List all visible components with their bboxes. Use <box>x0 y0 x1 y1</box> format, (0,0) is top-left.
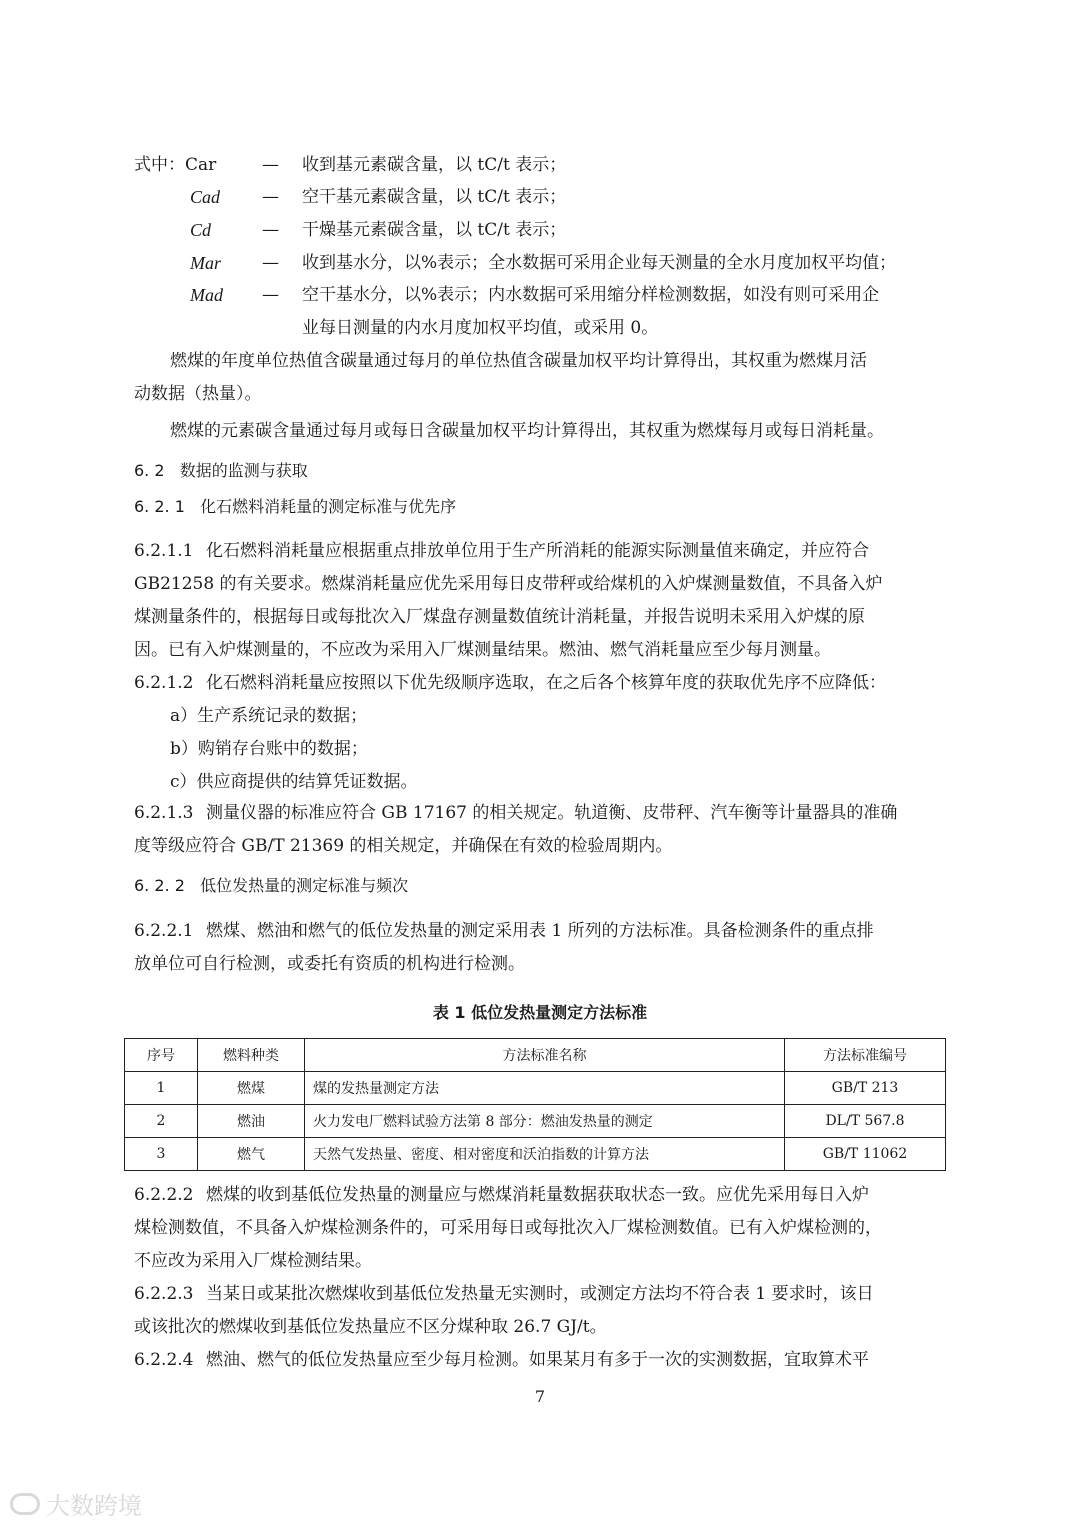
table-row <box>125 1105 946 1138</box>
clause-6212: 6.2.1.2 化石燃料消耗量应按照以下优先级顺序选取，在之后各个核算年度的获取优先序不应降低： <box>134 673 886 693</box>
clause-6224-line1: 6.2.2.4 燃油、燃气的低位发热量应至少每月检测。如果某月有多于一次的实测数据，宜取算术平 <box>134 1350 869 1370</box>
dash: — <box>262 187 279 207</box>
cell: GB/T 11062 <box>785 1138 946 1171</box>
watermark-text: 大数跨境 <box>46 1492 142 1520</box>
section-heading: 6. 2 数据的监测与获取 <box>134 461 308 480</box>
cell: 2 <box>125 1105 198 1138</box>
col-header: 燃料种类 <box>198 1039 305 1072</box>
list-item: b）购销存台账中的数据； <box>170 739 368 759</box>
cell: 煤的发热量测定方法 <box>305 1072 785 1105</box>
cell: 3 <box>125 1138 198 1171</box>
clause-6221-line2: 放单位可自行检测，或委托有资质的机构进行检测。 <box>134 954 525 974</box>
cell: GB/T 213 <box>785 1072 946 1105</box>
clause-6222-line1: 6.2.2.2 燃煤的收到基低位发热量的测量应与燃煤消耗量数据获取状态一致。应优先采用每日入炉 <box>134 1185 869 1205</box>
page-number: 7 <box>534 1387 546 1406</box>
clause-6222-line2: 煤检测数值，不具备入炉煤检测条件的，可采用每日或每批次入厂煤检测数值。已有入炉煤检测的， <box>134 1218 882 1238</box>
col-header: 方法标准编号 <box>785 1039 946 1072</box>
var-cd-desc: 干燥基元素碳含量，以 tC/t 表示； <box>302 220 567 240</box>
watermark <box>10 1486 142 1521</box>
var-mar-desc: 收到基水分，以%表示；全水数据可采用企业每天测量的全水月度加权平均值； <box>302 253 897 273</box>
methods-table <box>124 1038 946 1171</box>
dash: — <box>262 253 279 273</box>
var-mad-desc-1: 空干基水分，以%表示；内水数据可采用缩分样检测数据，如没有则可采用企 <box>302 285 880 305</box>
cell: 燃气 <box>198 1138 305 1171</box>
cell: 燃煤 <box>198 1072 305 1105</box>
cell: 燃油 <box>198 1105 305 1138</box>
table-row <box>125 1138 946 1171</box>
formula-where-label: 式中：Car <box>134 155 217 175</box>
var-cd: Cd <box>190 220 212 240</box>
section-heading: 6. 2. 1 化石燃料消耗量的测定标准与优先序 <box>134 497 457 516</box>
clause-6211-line3: 煤测量条件的，根据每日或每批次入厂煤盘存测量数值统计消耗量，并报告说明未采用入炉煤的原 <box>134 607 865 627</box>
clause-6211-line2: GB21258 的有关要求。燃煤消耗量应优先采用每日皮带秤或给煤机的入炉煤测量数值，不具备入炉 <box>134 574 883 594</box>
var-cad: Cad <box>190 187 221 207</box>
paragraph: 燃煤的年度单位热值含碳量通过每月的单位热值含碳量加权平均计算得出，其权重为燃煤月活 <box>170 351 867 371</box>
clause-6223-line2: 或该批次的燃煤收到基低位发热量应不区分煤种取 26.7 GJ/t。 <box>134 1317 607 1337</box>
clause-6221-line1: 6.2.2.1 燃煤、燃油和燃气的低位发热量的测定采用表 1 所列的方法标准。具备检测条件的重点排 <box>134 921 874 941</box>
var-mad-desc-2: 业每日测量的内水月度加权平均值，或采用 0。 <box>302 318 659 338</box>
cell: DL/T 567.8 <box>785 1105 946 1138</box>
var-cad-desc: 空干基元素碳含量，以 tC/t 表示； <box>302 187 567 207</box>
col-header: 序号 <box>125 1039 198 1072</box>
clause-6213-line1: 6.2.1.3 测量仪器的标准应符合 GB 17167 的相关规定。轨道衡、皮带秤、汽车衡等计量器具的准确 <box>134 803 898 823</box>
cell: 火力发电厂燃料试验方法第 8 部分：燃油发热量的测定 <box>305 1105 785 1138</box>
cell: 天然气发热量、密度、相对密度和沃泊指数的计算方法 <box>305 1138 785 1171</box>
cell: 1 <box>125 1072 198 1105</box>
clause-6222-line3: 不应改为采用入厂煤检测结果。 <box>134 1251 372 1271</box>
table-title: 表 1 低位发热量测定方法标准 <box>432 1003 648 1022</box>
clause-6213-line2: 度等级应符合 GB/T 21369 的相关规定，并确保在有效的检验周期内。 <box>134 836 673 856</box>
dash: — <box>262 155 279 175</box>
clause-6223-line1: 6.2.2.3 当某日或某批次燃煤收到基低位发热量无实测时，或测定方法均不符合表 1 要求时，该日 <box>134 1284 874 1304</box>
list-item: a）生产系统记录的数据； <box>170 706 368 726</box>
var-mar: Mar <box>190 253 221 273</box>
paragraph: 动数据（热量）。 <box>134 384 262 404</box>
section-heading: 6. 2. 2 低位发热量的测定标准与频次 <box>134 876 409 895</box>
paragraph: 燃煤的元素碳含量通过每月或每日含碳量加权平均计算得出，其权重为燃煤每月或每日消耗量。 <box>170 421 884 441</box>
list-item: c）供应商提供的结算凭证数据。 <box>170 772 418 792</box>
clause-6211-line4: 因。已有入炉煤测量的，不应改为采用入厂煤测量结果。燃油、燃气消耗量应至少每月测量。 <box>134 640 831 660</box>
dash: — <box>262 220 279 240</box>
dash: — <box>262 285 279 305</box>
clause-6211-line1: 6.2.1.1 化石燃料消耗量应根据重点排放单位用于生产所消耗的能源实际测量值来确定，并应符合 <box>134 541 869 561</box>
table-row <box>125 1072 946 1105</box>
table-header-row <box>125 1039 946 1072</box>
var-car-desc: 收到基元素碳含量，以 tC/t 表示； <box>302 155 567 175</box>
var-mad: Mad <box>190 285 223 305</box>
watermark-logo-icon <box>10 1493 40 1515</box>
col-header: 方法标准名称 <box>305 1039 785 1072</box>
